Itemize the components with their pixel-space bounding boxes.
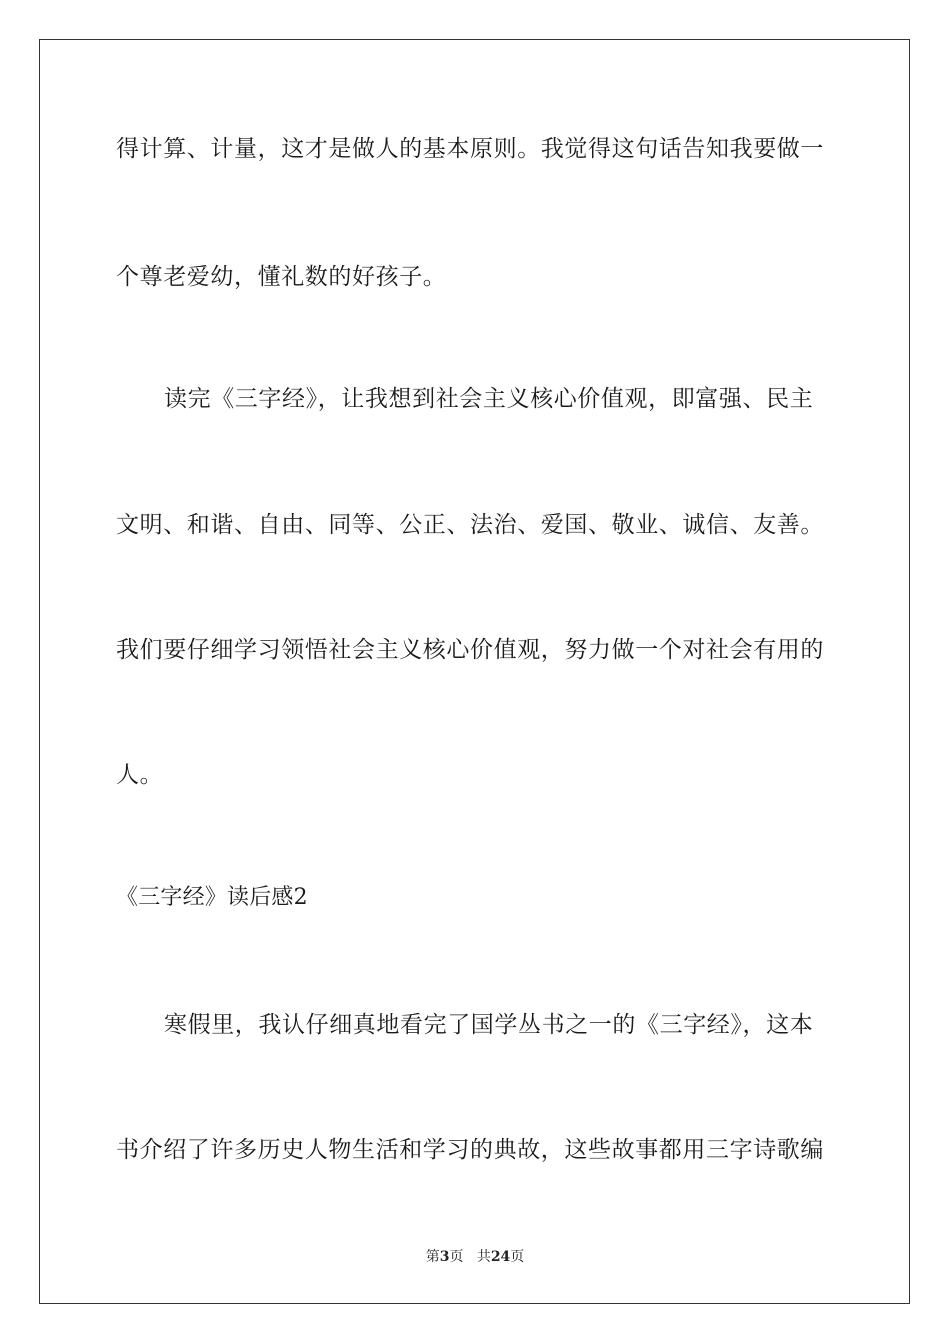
page-number: 3 bbox=[439, 1249, 450, 1265]
total-pages-prefix: 共 bbox=[476, 1249, 491, 1265]
page-number-prefix: 第 bbox=[425, 1249, 440, 1265]
section-heading: 《三字经》读后感2 bbox=[116, 885, 308, 910]
body-line-1: 得计算、计量，这才是做人的基本原则。我觉得这句话告知我要做一 bbox=[116, 136, 824, 162]
page-number-suffix: 页 bbox=[449, 1249, 464, 1265]
paragraph-start-line: 寒假里，我认仔细真地看完了国学丛书之一的《三字经》，这本 bbox=[164, 1012, 814, 1038]
total-pages-suffix: 页 bbox=[510, 1249, 525, 1265]
body-line-9: 书介绍了许多历史人物生活和学习的典故，这些故事都用三字诗歌编 bbox=[116, 1137, 824, 1163]
total-pages: 24 bbox=[490, 1249, 511, 1265]
body-line-5: 我们要仔细学习领悟社会主义核心价值观，努力做一个对社会有用的 bbox=[116, 637, 824, 663]
page-footer bbox=[0, 1248, 950, 1266]
paragraph-start-line: 读完《三字经》，让我想到社会主义核心价值观，即富强、民主 bbox=[164, 386, 814, 412]
body-line-2: 个尊老爱幼，懂礼数的好孩子。 bbox=[116, 264, 447, 290]
body-line-6: 人。 bbox=[116, 762, 164, 788]
body-line-4: 文明、和谐、自由、同等、公正、法治、爱国、敬业、诚信、友善。 bbox=[116, 512, 824, 538]
page-border bbox=[39, 39, 910, 1304]
